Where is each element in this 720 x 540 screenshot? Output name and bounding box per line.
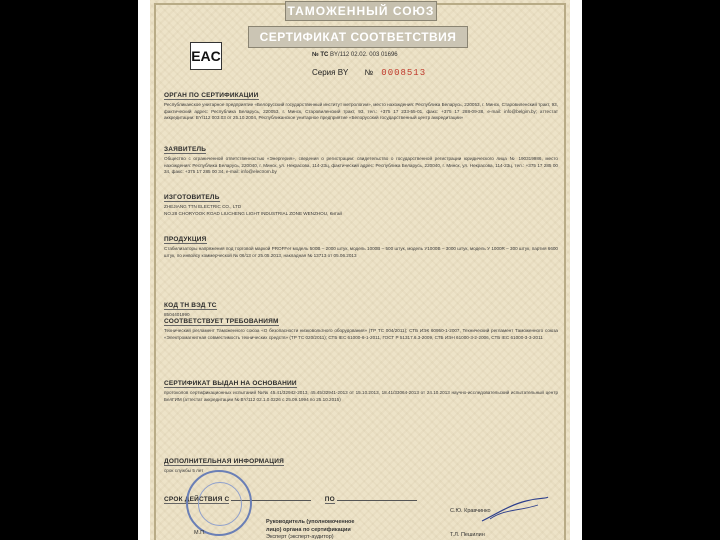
mp-label: М.П. xyxy=(194,530,206,536)
registration-number xyxy=(312,52,398,58)
section-applicant xyxy=(164,138,558,176)
section-organ xyxy=(164,84,558,122)
section-basis xyxy=(164,372,558,403)
registration-label: № ТС xyxy=(312,52,329,58)
manufacturer-line1: ZHEJIANG TTN ELECTRIC CO., LTD xyxy=(164,204,242,209)
handwritten-signature xyxy=(480,495,550,525)
validity-to-label: ПО xyxy=(324,496,335,503)
code-heading: КОД ТН ВЭД ТС xyxy=(164,302,217,309)
head-label-2: лицо) органа по сертификации xyxy=(266,527,351,533)
additional-text: срок службы 5 лет xyxy=(164,468,204,473)
series-line xyxy=(312,68,426,78)
series-label: Серия BY xyxy=(312,68,349,77)
section-manufacturer xyxy=(164,186,558,217)
series-number: 0008513 xyxy=(381,68,427,78)
head-name: С.Ю. Кравчинко xyxy=(450,508,491,514)
right-letterbox xyxy=(582,0,720,540)
stamp-inner-ring xyxy=(198,482,242,526)
product-text: Стабилизаторы напряжения под торговой маркой PROFFer модель 500В – 2000 штук, модель 1000В – 500 штук, модель У1000В – 3000 штук, модель У 1000R – 300 штук, партия 6600 штук, по инвойсу коммерческой № 06/13 от 25.05.2013, накладная № 13713 от 05.06.2013 xyxy=(164,246,558,258)
validity-label: СРОК ДЕЙСТВИЯ С xyxy=(164,496,230,503)
basis-heading: СЕРТИФИКАТ ВЫДАН НА ОСНОВАНИИ xyxy=(164,380,297,387)
document-viewer xyxy=(138,0,582,540)
customs-union-title: ТАМОЖЕННЫЙ СОЮЗ xyxy=(285,1,437,21)
applicant-text: Общество с ограниченной ответственностью «Энергерия», сведения о регистрации: свидетельство о государственной регистрации юридического лица № 190319986, место нахождения: Республика Беларусь, 220040, г. Минск, ул. Некрасова, 114-23ц, фактический адрес: Республика Беларусь, 220040, г. Минск, ул. Некрасова, 114-23ц, тел.: +375 17 285 00 34, факс: +375 17 285 00 34, e-mail: info@electrom.by xyxy=(164,156,558,174)
code-value: 8504401990 xyxy=(164,312,190,317)
validity-to-line xyxy=(337,500,417,501)
organ-text: Республиканское унитарное предприятие «Белорусский государственный институт метрологии», место нахождения: Республика Беларусь, 220053, г. Минск, Старовиленский тракт, 93, фактический адрес: Республика Беларусь, 220053, г. Минск, Старовиленский тракт, 93, тел.: +375 17 233-55-01, факс: +375 17 288-09-38, e-mail: info@belgim.by; аттестат аккредитации: BY/112 003.03 от 25.10.2004, Республиканское унитарное предприятие «Белорусский государственный центр аккредитации» xyxy=(164,102,558,120)
registration-value: BY/112 02.02. 003 01696 xyxy=(330,52,398,58)
basis-text: протоколов сертификационных испытаний №№ 45.41/32942-2013, 45.45/32941-2013 от 15.10.2013, 18.41/33064-2013 от 24.10.2013 научно-исследовательский испытательный центр БелГИМ (аттестат аккредитации № BY/112 02.1.0.0226 с 25.09.1994 по 25.10.2015) xyxy=(164,390,558,402)
organ-heading: ОРГАН ПО СЕРТИФИКАЦИИ xyxy=(164,92,259,99)
additional-heading: ДОПОЛНИТЕЛЬНАЯ ИНФОРМАЦИЯ xyxy=(164,458,285,465)
conformity-heading: СООТВЕТСТВУЕТ ТРЕБОВАНИЯМ xyxy=(164,318,279,325)
certificate-document xyxy=(150,0,570,540)
applicant-heading: ЗАЯВИТЕЛЬ xyxy=(164,146,207,153)
official-stamp-seal xyxy=(186,470,252,536)
series-no-label: № xyxy=(364,68,374,77)
manufacturer-heading: ИЗГОТОВИТЕЛЬ xyxy=(164,194,220,201)
conformity-text: Технический регламент Таможенного союза «О безопасности низковольтного оборудования» (ТР ТС 004/2011); СТБ ИЭК 60950-1-2007, Технический регламент Таможенного союза «Электромагнитная совместимость технических средств» (ТР ТС 020/2011); СТБ IEC 61000-6-1-2011, ГОСТ Р 51317.6.3-2009, СТБ ИЭН 61000-3-2-2006, СТБ IEC 61000-3-3-2011 xyxy=(164,328,558,340)
certificate-title: СЕРТИФИКАТ СООТВЕТСТВИЯ xyxy=(248,26,468,48)
section-conformity xyxy=(164,310,558,341)
manufacturer-line2: NO.28 CHORYOOK ROAD LIUCHENG LIGHT INDUSTRIAL ZONE WENZHOU, Китай xyxy=(164,210,342,216)
expert-name: Т.Л. Пешилин xyxy=(450,532,485,538)
left-letterbox xyxy=(0,0,138,540)
product-heading: ПРОДУКЦИЯ xyxy=(164,236,207,243)
head-label: Руководитель (уполномоченное xyxy=(266,519,355,525)
eac-mark-logo: EAC xyxy=(190,42,222,70)
section-product xyxy=(164,228,558,259)
expert-label: Эксперт (эксперт-аудитор) xyxy=(266,534,334,540)
